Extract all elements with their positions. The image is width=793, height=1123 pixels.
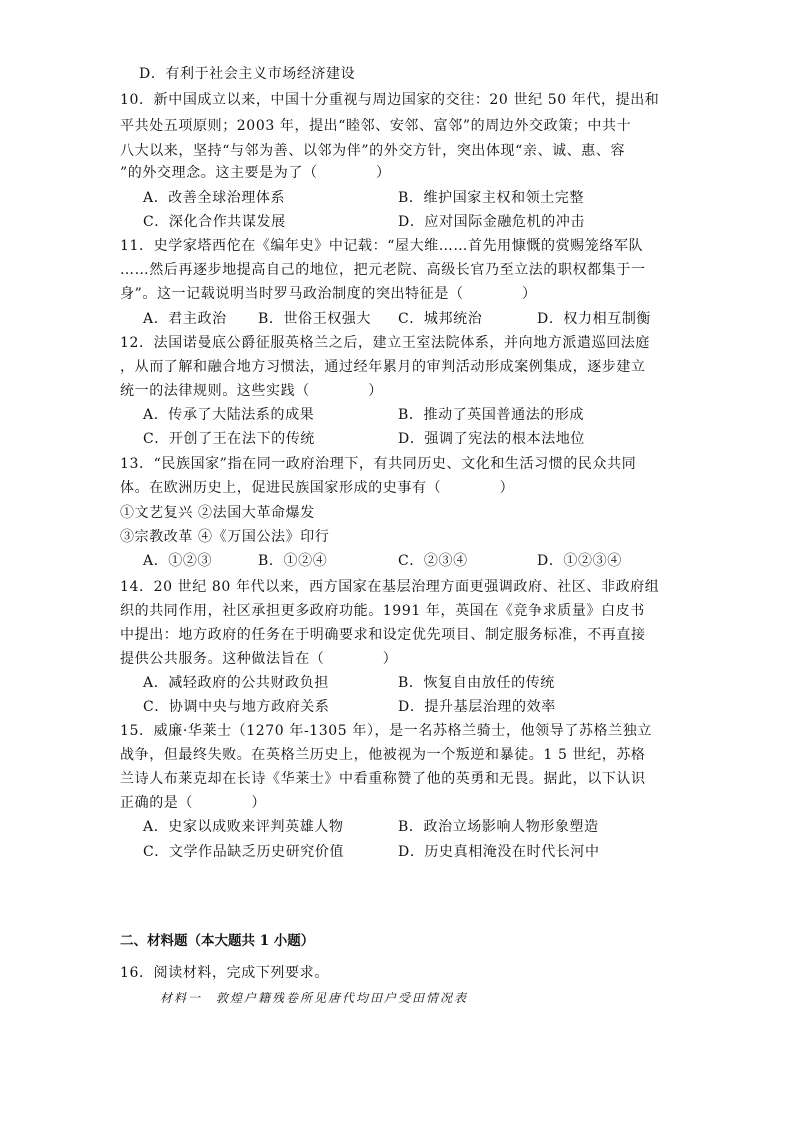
q9-option-d: D．有利于社会主义市场经济建设 <box>139 66 356 82</box>
q14-text-line-2: 织的共同作用，社区承担更多政府功能。1991 年，英国在《竞争求质量》白皮书 <box>120 603 645 619</box>
q13-text-line-2: 体。在欧洲历史上，促进民族国家形成的史事有（ ） <box>120 480 515 496</box>
q15-option-c: C．文学作品缺乏历史研究价值 <box>143 844 345 860</box>
q15-option-a: A．史家以成败来评判英雄人物 <box>143 819 344 835</box>
q11-text-line-1: 11．史学家塔西佗在《编年史》中记载：“屋大维……首先用慷慨的赏赐笼络军队 <box>120 238 644 254</box>
q15-option-b: B．政治立场影响人物形象塑造 <box>398 819 599 835</box>
q11-text-line-3: 身”。这一记载说明当时罗马政治制度的突出特征是（ ） <box>120 286 537 302</box>
q12-text-line-1: 12．法国诺曼底公爵征服英格兰之后，建立王室法院体系，并向地方派遣巡回法庭 <box>120 335 651 351</box>
q10-text-line-1: 10．新中国成立以来，中国十分重视与周边国家的交往：20 世纪 50 年代，提出和 <box>120 92 660 108</box>
q10-option-b: B．维护国家主权和领土完整 <box>398 190 585 206</box>
q14-option-d: D．提升基层治理的效率 <box>398 699 556 715</box>
q14-option-c: C．协调中央与地方政府关系 <box>143 699 330 715</box>
q16-prompt: 16．阅读材料，完成下列要求。 <box>120 965 329 981</box>
q13-option-c: C．②③④ <box>398 553 468 569</box>
q14-text-line-1: 14．20 世纪 80 年代以来，西方国家在基层治理方面更强调政府、社区、非政府组 <box>120 579 660 595</box>
q15-text-line-1: 15．威廉·华莱士（1270 年-1305 年），是一名苏格兰骑士，他领导了苏格兰独立 <box>120 723 652 739</box>
q12-option-c: C．开创了王在法下的传统 <box>143 431 315 447</box>
q14-text-line-4: 提供公共服务。这种做法旨在（ ） <box>120 651 398 667</box>
q14-option-a: A．减轻政府的公共财政负担 <box>143 675 329 691</box>
q12-option-a: A．传承了大陆法系的成果 <box>143 407 315 423</box>
q11-option-d: D．权力相互制衡 <box>537 311 652 327</box>
q11-text-line-2: ……然后再逐步地提高自己的地位，把元老院、高级长官乃至立法的职权都集于一 <box>120 262 646 278</box>
q13-item-line-1: ①文艺复兴 ②法国大革命爆发 <box>120 505 315 521</box>
q15-text-line-2: 战争，但最终失败。在英格兰历史上，他被视为一个叛逆和暴徒。1 5 世纪，苏格 <box>120 747 646 763</box>
q13-text-line-1: 13．“民族国家”指在同一政府治理下，有共同历史、文化和生活习惯的民众共同 <box>120 456 637 472</box>
q10-option-d: D．应对国际金融危机的冲击 <box>398 214 586 230</box>
q13-option-a: A．①②③ <box>143 553 213 569</box>
q12-text-line-2: ，从而了解和融合地方习惯法，通过经年累月的审判活动形成案例集成，逐步建立 <box>120 359 646 375</box>
q10-text-line-3: 八大以来，坚持“与邻为善、以邻为伴”的外交方针，突出体现“亲、诚、惠、容 <box>120 143 626 159</box>
q11-option-a: A．君主政治 <box>143 311 227 327</box>
q12-option-d: D．强调了宪法的根本法地位 <box>398 431 586 447</box>
q14-text-line-3: 中提出：地方政府的任务在于明确要求和设定优先项目、制定服务标准，不再直接 <box>120 627 646 643</box>
q12-option-b: B．推动了英国普通法的形成 <box>398 407 585 423</box>
q13-item-line-2: ③宗教改革 ④《万国公法》印行 <box>120 529 330 545</box>
q14-option-b: B．恢复自由放任的传统 <box>398 675 555 691</box>
q15-text-line-4: 正确的是（ ） <box>120 795 266 811</box>
q10-option-c: C．深化合作共谋发展 <box>143 214 286 230</box>
q15-text-line-3: 兰诗人布莱克却在长诗《华莱士》中看重称赞了他的英勇和无畏。据此，以下认识 <box>120 771 646 787</box>
q15-option-d: D．历史真相淹没在时代长河中 <box>398 844 600 860</box>
q13-option-d: D．①②③④ <box>537 553 622 569</box>
q11-option-b: B．世俗王权强大 <box>258 311 372 327</box>
q12-text-line-3: 统一的法律规则。这些实践（ ） <box>120 383 383 399</box>
q11-option-c: C．城邦统治 <box>398 311 483 327</box>
section-heading-materials: 二、材料题（本大题共 1 小题） <box>120 933 315 949</box>
q10-option-a: A．改善全球治理体系 <box>143 190 286 206</box>
material-1-caption: 材料一 敦煌户籍残卷所见唐代均田户受田情况表 <box>160 991 469 1005</box>
q13-option-b: B．①②④ <box>258 553 328 569</box>
q10-text-line-4: ”的外交理念。这主要是为了（ ） <box>120 165 391 181</box>
q10-text-line-2: 平共处五项原则；2003 年，提出“睦邻、安邻、富邻”的周边外交政策；中共十 <box>120 118 632 134</box>
